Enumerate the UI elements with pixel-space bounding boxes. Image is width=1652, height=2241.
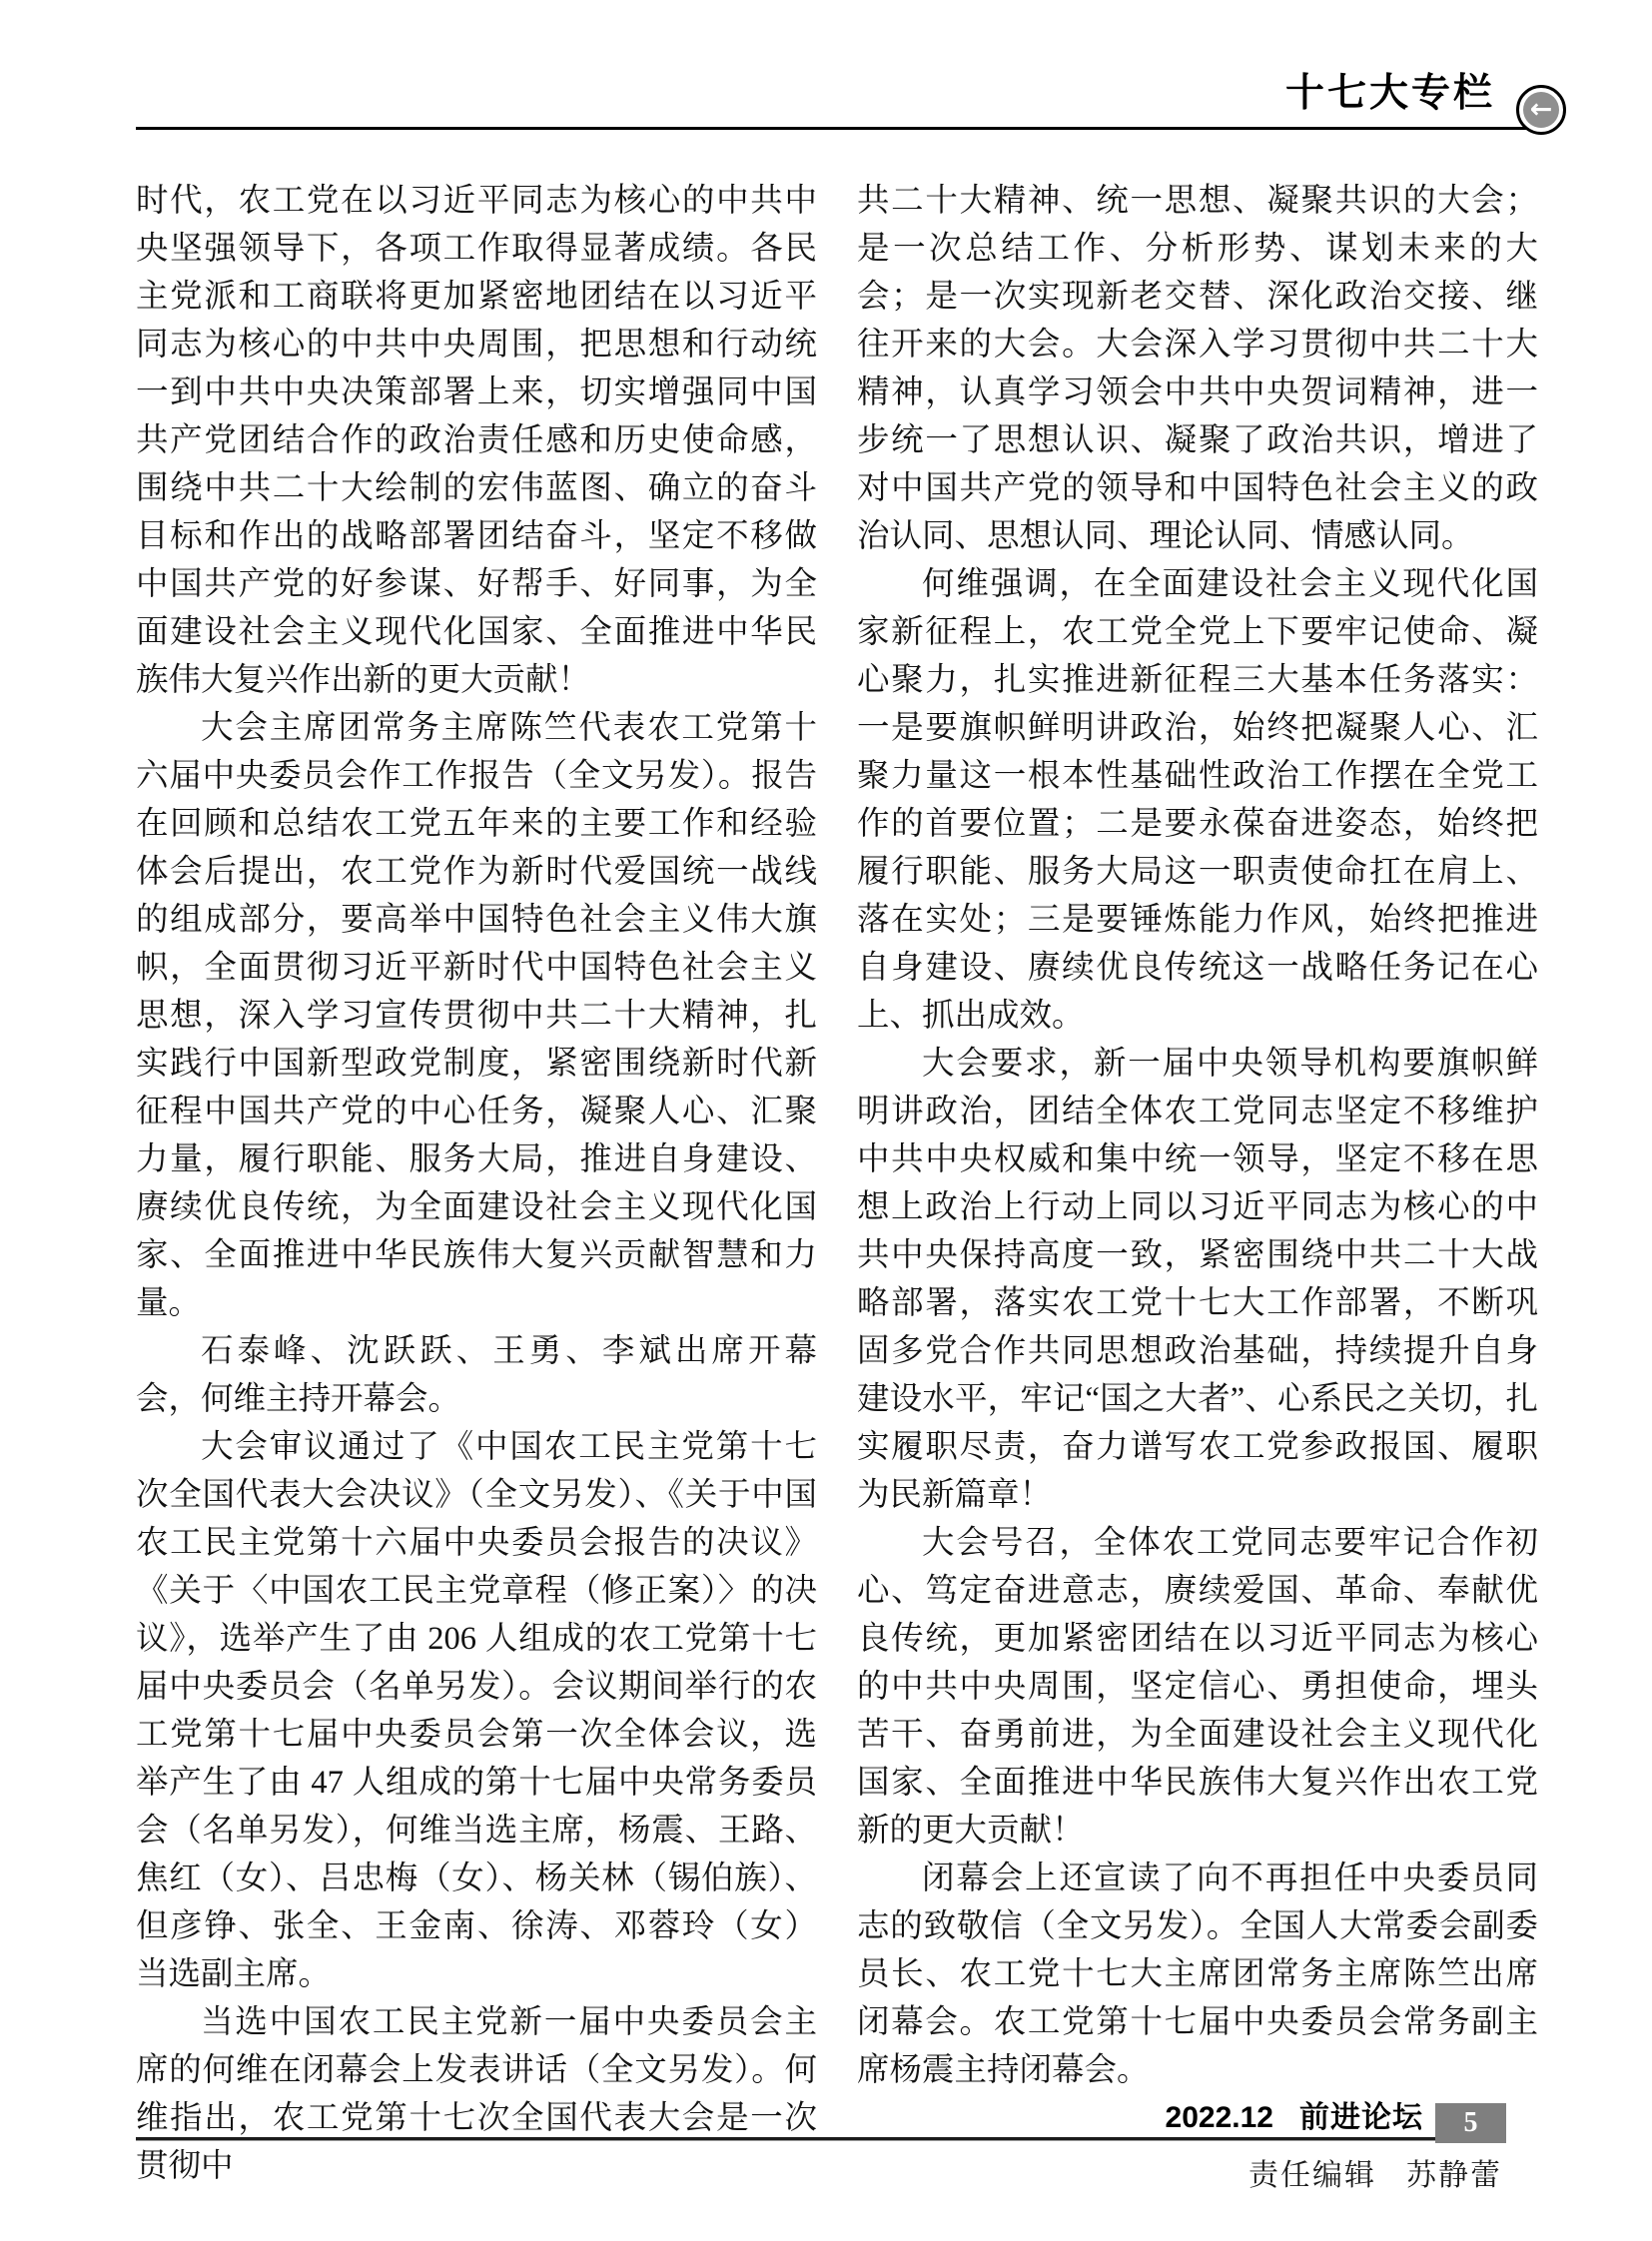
paragraph: 大会号召，全体农工党同志要牢记合作初心、笃定奋进意志，赓续爱国、革命、奉献优良传统，更加紧密团结在以习近平同志为核心的中共中央周围，坚定信心、勇担使命，埋头苦干、奋勇前进，为全面建设社会主义现代化国家、全面推进中华民族伟大复兴作出农工党新的更大贡献！ xyxy=(857,1525,1538,1849)
paragraph: 何维强调，在全面建设社会主义现代化国家新征程上，农工党全党上下要牢记使命、凝心聚力，扎实推进新征程三大基本任务落实：一是要旗帜鲜明讲政治，始终把凝聚人心、汇聚力量这一根本性基础性政治工作摆在全党工作的首要位置；二是要永葆奋进姿态，始终把履行职能、服务大局这一职责使命扛在肩上、落在实处；三是要锤炼能力作风，始终把推进自身建设、赓续优良传统这一战略任务记在心上、抓出成效。 xyxy=(857,566,1538,1034)
page-title: 十七大专栏 xyxy=(1284,72,1495,115)
editor-credit xyxy=(857,2152,1538,2200)
paragraph: 石泰峰、沈跃跃、王勇、李斌出席开幕会，何维主持开幕会。 xyxy=(136,1333,817,1417)
paragraph: 大会主席团常务主席陈竺代表农工党第十六届中央委员会作工作报告（全文另发）。报告在回顾和总结农工党五年来的主要工作和经验体会后提出，农工党作为新时代爱国统一战线的组成部分，要高举中国特色社会主义伟大旗帜，全面贯彻习近平新时代中国特色社会主义思想，深入学习宣传贯彻中共二十大精神，扎实践行中国新型政党制度，紧密围绕新时代新征程中国共产党的中心任务，凝聚人心、汇聚力量，履行职能、服务大局，推进自身建设、赓续优良传统，为全面建设社会主义现代化国家、全面推进中华民族伟大复兴贡献智慧和力量。 xyxy=(136,710,817,1321)
back-circle-button[interactable] xyxy=(1516,85,1566,135)
paragraph: 时代，农工党在以习近平同志为核心的中共中央坚强领导下，各项工作取得显著成绩。各民主党派和工商联将更加紧密地团结在以习近平同志为核心的中共中央周围，把思想和行动统一到中共中央决策部署上来，切实增强同中国共产党团结合作的政治责任感和历史使命感，围绕中共二十大绘制的宏伟蓝图、确立的奋斗目标和作出的战略部署团结奋斗，坚定不移做中国共产党的好参谋、好帮手、好同事，为全面建设社会主义现代化国家、全面推进中华民族伟大复兴作出新的更大贡献！ xyxy=(136,183,817,698)
footer-journal-info xyxy=(1166,2100,1423,2136)
paragraph: 闭幕会上还宣读了向不再担任中央委员同志的致敬信（全文另发）。全国人大常委会副委员长、农工党十七大主席团常务主席陈竺出席闭幕会。农工党第十七届中央委员会常务副主席杨震主持闭幕会。 xyxy=(857,1861,1538,2088)
page-number-badge: 5 xyxy=(1435,2103,1506,2143)
editor-name: 苏静蕾 xyxy=(1406,2159,1502,2192)
editor-label: 责任编辑 xyxy=(1248,2159,1376,2192)
left-column xyxy=(136,177,817,2190)
footer-journal-name: 前进论坛 xyxy=(1299,2101,1423,2134)
paragraph: 大会审议通过了《中国农工民主党第十七次全国代表大会决议》（全文另发）、《关于中国农工民主党第十六届中央委员会报告的决议》《关于〈中国农工民主党章程（修正案）〉的决议》，选举产生了由 206 人组成的农工党第十七届中央委员会（名单另发）。会议期间举行的农工党第十七届中央委员会第一次全体会议，选举产生了由 47 人组成的第十七届中央常务委员会（名单另发），何维当选主席，杨震、王路、焦红（女）、吕忠梅（女）、杨关林（锡伯族）、但彦铮、张全、王金南、徐涛、邓蓉玲（女）当选副主席。 xyxy=(136,1429,817,1992)
back-arrow-icon xyxy=(1523,92,1559,128)
right-column xyxy=(857,177,1538,2200)
left-arrow-glyph: ← xyxy=(1529,93,1553,125)
header-divider xyxy=(136,127,1526,130)
footer-issue: 2022.12 xyxy=(1165,2101,1273,2134)
footer-divider xyxy=(136,2137,1435,2141)
paragraph: 大会要求，新一届中央领导机构要旗帜鲜明讲政治，团结全体农工党同志坚定不移维护中共中央权威和集中统一领导，坚定不移在思想上政治上行动上同以习近平同志为核心的中共中央保持高度一致，紧密围绕中共二十大战略部署，落实农工党十七大工作部署，不断巩固多党合作共同思想政治基础，持续提升自身建设水平，牢记“国之大者”、心系民之关切，扎实履职尽责，奋力谱写农工党参政报国、履职为民新篇章！ xyxy=(857,1046,1538,1513)
paragraph: 当选中国农工民主党新一届中央委员会主席的何维在闭幕会上发表讲话（全文另发）。何维指出，农工党第十七次全国代表大会是一次贯彻中 xyxy=(136,2004,817,2184)
paragraph: 共二十大精神、统一思想、凝聚共识的大会；是一次总结工作、分析形势、谋划未来的大会；是一次实现新老交替、深化政治交接、继往开来的大会。大会深入学习贯彻中共二十大精神，认真学习领会中共中央贺词精神，进一步统一了思想认识、凝聚了政治共识，增进了对中国共产党的领导和中国特色社会主义的政治认同、思想认同、理论认同、情感认同。 xyxy=(857,183,1538,554)
